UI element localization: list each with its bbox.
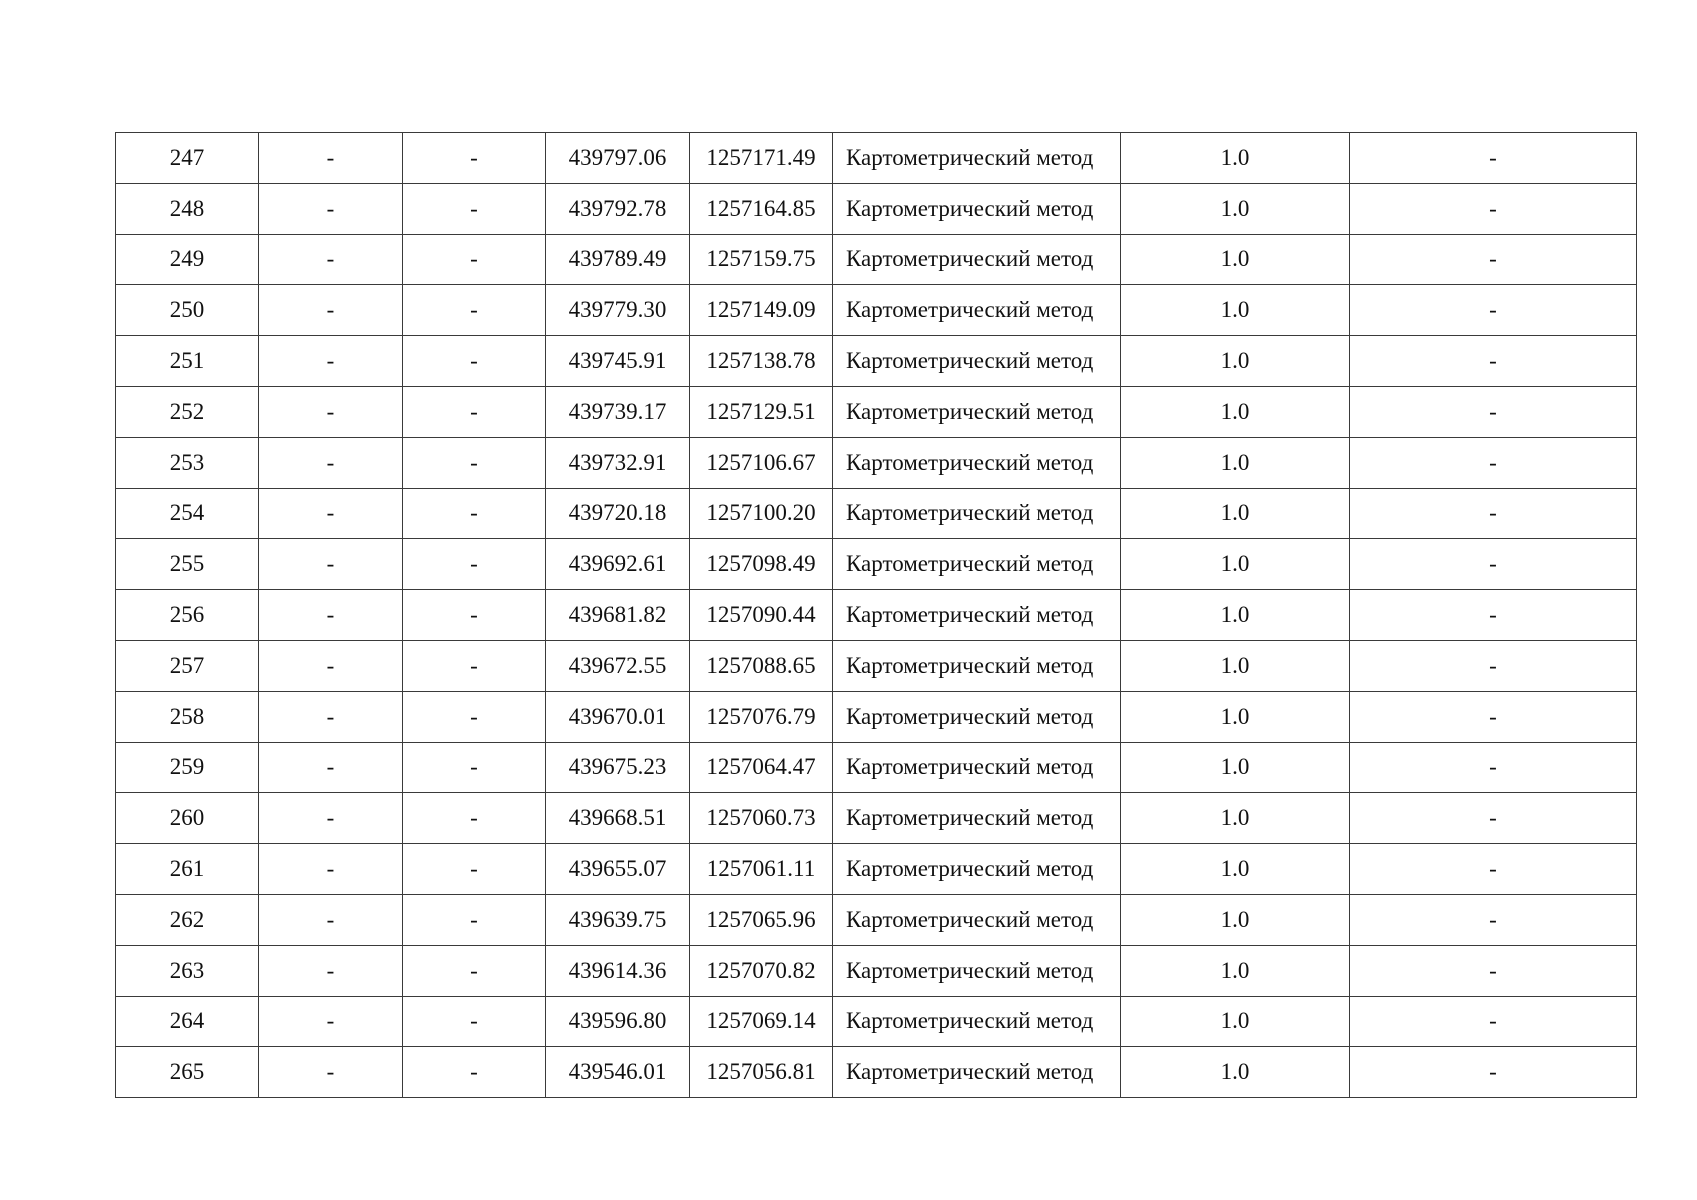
y-coordinate-cell: 1257070.82 — [690, 945, 833, 996]
method-cell: Картометрический метод — [833, 844, 1121, 895]
x-coordinate-cell: 439789.49 — [546, 234, 690, 285]
table-row — [116, 336, 1637, 387]
point-number-cell: 256 — [116, 590, 259, 641]
method-cell: Картометрический метод — [833, 234, 1121, 285]
old-y-cell: - — [403, 590, 546, 641]
note-cell: - — [1350, 336, 1637, 387]
old-y-cell: - — [403, 996, 546, 1047]
x-coordinate-cell: 439692.61 — [546, 539, 690, 590]
y-coordinate-cell: 1257106.67 — [690, 437, 833, 488]
note-cell: - — [1350, 488, 1637, 539]
old-y-cell: - — [403, 640, 546, 691]
x-coordinate-cell: 439732.91 — [546, 437, 690, 488]
table-row — [116, 1047, 1637, 1098]
point-number-cell: 253 — [116, 437, 259, 488]
point-number-cell: 257 — [116, 640, 259, 691]
y-coordinate-cell: 1257129.51 — [690, 386, 833, 437]
point-number-cell: 261 — [116, 844, 259, 895]
note-cell: - — [1350, 285, 1637, 336]
old-x-cell: - — [259, 336, 403, 387]
accuracy-cell: 1.0 — [1121, 386, 1350, 437]
y-coordinate-cell: 1257069.14 — [690, 996, 833, 1047]
old-y-cell: - — [403, 386, 546, 437]
y-coordinate-cell: 1257060.73 — [690, 793, 833, 844]
old-x-cell: - — [259, 437, 403, 488]
method-cell: Картометрический метод — [833, 133, 1121, 184]
point-number-cell: 248 — [116, 183, 259, 234]
x-coordinate-cell: 439779.30 — [546, 285, 690, 336]
x-coordinate-cell: 439614.36 — [546, 945, 690, 996]
table-row — [116, 285, 1637, 336]
y-coordinate-cell: 1257076.79 — [690, 691, 833, 742]
old-y-cell: - — [403, 488, 546, 539]
table-row — [116, 844, 1637, 895]
x-coordinate-cell: 439720.18 — [546, 488, 690, 539]
method-cell: Картометрический метод — [833, 539, 1121, 590]
x-coordinate-cell: 439675.23 — [546, 742, 690, 793]
y-coordinate-cell: 1257090.44 — [690, 590, 833, 641]
old-y-cell: - — [403, 894, 546, 945]
accuracy-cell: 1.0 — [1121, 183, 1350, 234]
point-number-cell: 249 — [116, 234, 259, 285]
table-row — [116, 133, 1637, 184]
point-number-cell: 251 — [116, 336, 259, 387]
x-coordinate-cell: 439596.80 — [546, 996, 690, 1047]
table-row — [116, 234, 1637, 285]
accuracy-cell: 1.0 — [1121, 539, 1350, 590]
old-y-cell: - — [403, 793, 546, 844]
point-number-cell: 260 — [116, 793, 259, 844]
accuracy-cell: 1.0 — [1121, 133, 1350, 184]
point-number-cell: 250 — [116, 285, 259, 336]
old-y-cell: - — [403, 742, 546, 793]
note-cell: - — [1350, 691, 1637, 742]
note-cell: - — [1350, 437, 1637, 488]
old-x-cell: - — [259, 183, 403, 234]
table-row — [116, 996, 1637, 1047]
method-cell: Картометрический метод — [833, 1047, 1121, 1098]
note-cell: - — [1350, 742, 1637, 793]
old-x-cell: - — [259, 1047, 403, 1098]
old-y-cell: - — [403, 437, 546, 488]
accuracy-cell: 1.0 — [1121, 336, 1350, 387]
old-y-cell: - — [403, 183, 546, 234]
method-cell: Картометрический метод — [833, 691, 1121, 742]
x-coordinate-cell: 439670.01 — [546, 691, 690, 742]
coordinates-table — [115, 132, 1637, 1098]
table-row — [116, 640, 1637, 691]
old-y-cell: - — [403, 539, 546, 590]
accuracy-cell: 1.0 — [1121, 234, 1350, 285]
y-coordinate-cell: 1257149.09 — [690, 285, 833, 336]
y-coordinate-cell: 1257056.81 — [690, 1047, 833, 1098]
old-y-cell: - — [403, 133, 546, 184]
note-cell: - — [1350, 590, 1637, 641]
old-y-cell: - — [403, 844, 546, 895]
method-cell: Картометрический метод — [833, 336, 1121, 387]
table-row — [116, 590, 1637, 641]
method-cell: Картометрический метод — [833, 793, 1121, 844]
method-cell: Картометрический метод — [833, 996, 1121, 1047]
y-coordinate-cell: 1257088.65 — [690, 640, 833, 691]
point-number-cell: 263 — [116, 945, 259, 996]
old-x-cell: - — [259, 285, 403, 336]
note-cell: - — [1350, 1047, 1637, 1098]
accuracy-cell: 1.0 — [1121, 488, 1350, 539]
note-cell: - — [1350, 640, 1637, 691]
y-coordinate-cell: 1257061.11 — [690, 844, 833, 895]
accuracy-cell: 1.0 — [1121, 691, 1350, 742]
note-cell: - — [1350, 894, 1637, 945]
old-y-cell: - — [403, 945, 546, 996]
point-number-cell: 265 — [116, 1047, 259, 1098]
table-row — [116, 488, 1637, 539]
method-cell: Картометрический метод — [833, 285, 1121, 336]
point-number-cell: 247 — [116, 133, 259, 184]
point-number-cell: 262 — [116, 894, 259, 945]
x-coordinate-cell: 439792.78 — [546, 183, 690, 234]
accuracy-cell: 1.0 — [1121, 285, 1350, 336]
x-coordinate-cell: 439672.55 — [546, 640, 690, 691]
table-row — [116, 183, 1637, 234]
method-cell: Картометрический метод — [833, 894, 1121, 945]
x-coordinate-cell: 439797.06 — [546, 133, 690, 184]
old-x-cell: - — [259, 386, 403, 437]
accuracy-cell: 1.0 — [1121, 640, 1350, 691]
old-y-cell: - — [403, 336, 546, 387]
old-x-cell: - — [259, 894, 403, 945]
accuracy-cell: 1.0 — [1121, 793, 1350, 844]
y-coordinate-cell: 1257159.75 — [690, 234, 833, 285]
point-number-cell: 254 — [116, 488, 259, 539]
method-cell: Картометрический метод — [833, 386, 1121, 437]
method-cell: Картометрический метод — [833, 437, 1121, 488]
x-coordinate-cell: 439668.51 — [546, 793, 690, 844]
accuracy-cell: 1.0 — [1121, 996, 1350, 1047]
old-y-cell: - — [403, 1047, 546, 1098]
note-cell: - — [1350, 133, 1637, 184]
table-row — [116, 945, 1637, 996]
note-cell: - — [1350, 386, 1637, 437]
old-x-cell: - — [259, 539, 403, 590]
y-coordinate-cell: 1257100.20 — [690, 488, 833, 539]
old-x-cell: - — [259, 793, 403, 844]
old-x-cell: - — [259, 590, 403, 641]
table-row — [116, 386, 1637, 437]
table-row — [116, 894, 1637, 945]
note-cell: - — [1350, 234, 1637, 285]
method-cell: Картометрический метод — [833, 488, 1121, 539]
old-x-cell: - — [259, 945, 403, 996]
note-cell: - — [1350, 793, 1637, 844]
note-cell: - — [1350, 945, 1637, 996]
accuracy-cell: 1.0 — [1121, 844, 1350, 895]
old-x-cell: - — [259, 640, 403, 691]
y-coordinate-cell: 1257098.49 — [690, 539, 833, 590]
old-x-cell: - — [259, 691, 403, 742]
x-coordinate-cell: 439739.17 — [546, 386, 690, 437]
point-number-cell: 258 — [116, 691, 259, 742]
old-x-cell: - — [259, 996, 403, 1047]
y-coordinate-cell: 1257138.78 — [690, 336, 833, 387]
accuracy-cell: 1.0 — [1121, 1047, 1350, 1098]
old-y-cell: - — [403, 234, 546, 285]
accuracy-cell: 1.0 — [1121, 590, 1350, 641]
point-number-cell: 252 — [116, 386, 259, 437]
old-x-cell: - — [259, 488, 403, 539]
y-coordinate-cell: 1257171.49 — [690, 133, 833, 184]
note-cell: - — [1350, 996, 1637, 1047]
x-coordinate-cell: 439546.01 — [546, 1047, 690, 1098]
accuracy-cell: 1.0 — [1121, 894, 1350, 945]
old-y-cell: - — [403, 285, 546, 336]
method-cell: Картометрический метод — [833, 183, 1121, 234]
table-row — [116, 793, 1637, 844]
method-cell: Картометрический метод — [833, 742, 1121, 793]
method-cell: Картометрический метод — [833, 945, 1121, 996]
x-coordinate-cell: 439655.07 — [546, 844, 690, 895]
point-number-cell: 264 — [116, 996, 259, 1047]
old-x-cell: - — [259, 234, 403, 285]
method-cell: Картометрический метод — [833, 640, 1121, 691]
old-y-cell: - — [403, 691, 546, 742]
y-coordinate-cell: 1257164.85 — [690, 183, 833, 234]
old-x-cell: - — [259, 844, 403, 895]
point-number-cell: 255 — [116, 539, 259, 590]
x-coordinate-cell: 439745.91 — [546, 336, 690, 387]
table-row — [116, 691, 1637, 742]
note-cell: - — [1350, 183, 1637, 234]
old-x-cell: - — [259, 742, 403, 793]
y-coordinate-cell: 1257065.96 — [690, 894, 833, 945]
note-cell: - — [1350, 539, 1637, 590]
method-cell: Картометрический метод — [833, 590, 1121, 641]
table-body — [116, 133, 1637, 1098]
point-number-cell: 259 — [116, 742, 259, 793]
x-coordinate-cell: 439639.75 — [546, 894, 690, 945]
note-cell: - — [1350, 844, 1637, 895]
accuracy-cell: 1.0 — [1121, 437, 1350, 488]
table-row — [116, 742, 1637, 793]
y-coordinate-cell: 1257064.47 — [690, 742, 833, 793]
x-coordinate-cell: 439681.82 — [546, 590, 690, 641]
table-row — [116, 437, 1637, 488]
accuracy-cell: 1.0 — [1121, 742, 1350, 793]
old-x-cell: - — [259, 133, 403, 184]
table-row — [116, 539, 1637, 590]
accuracy-cell: 1.0 — [1121, 945, 1350, 996]
